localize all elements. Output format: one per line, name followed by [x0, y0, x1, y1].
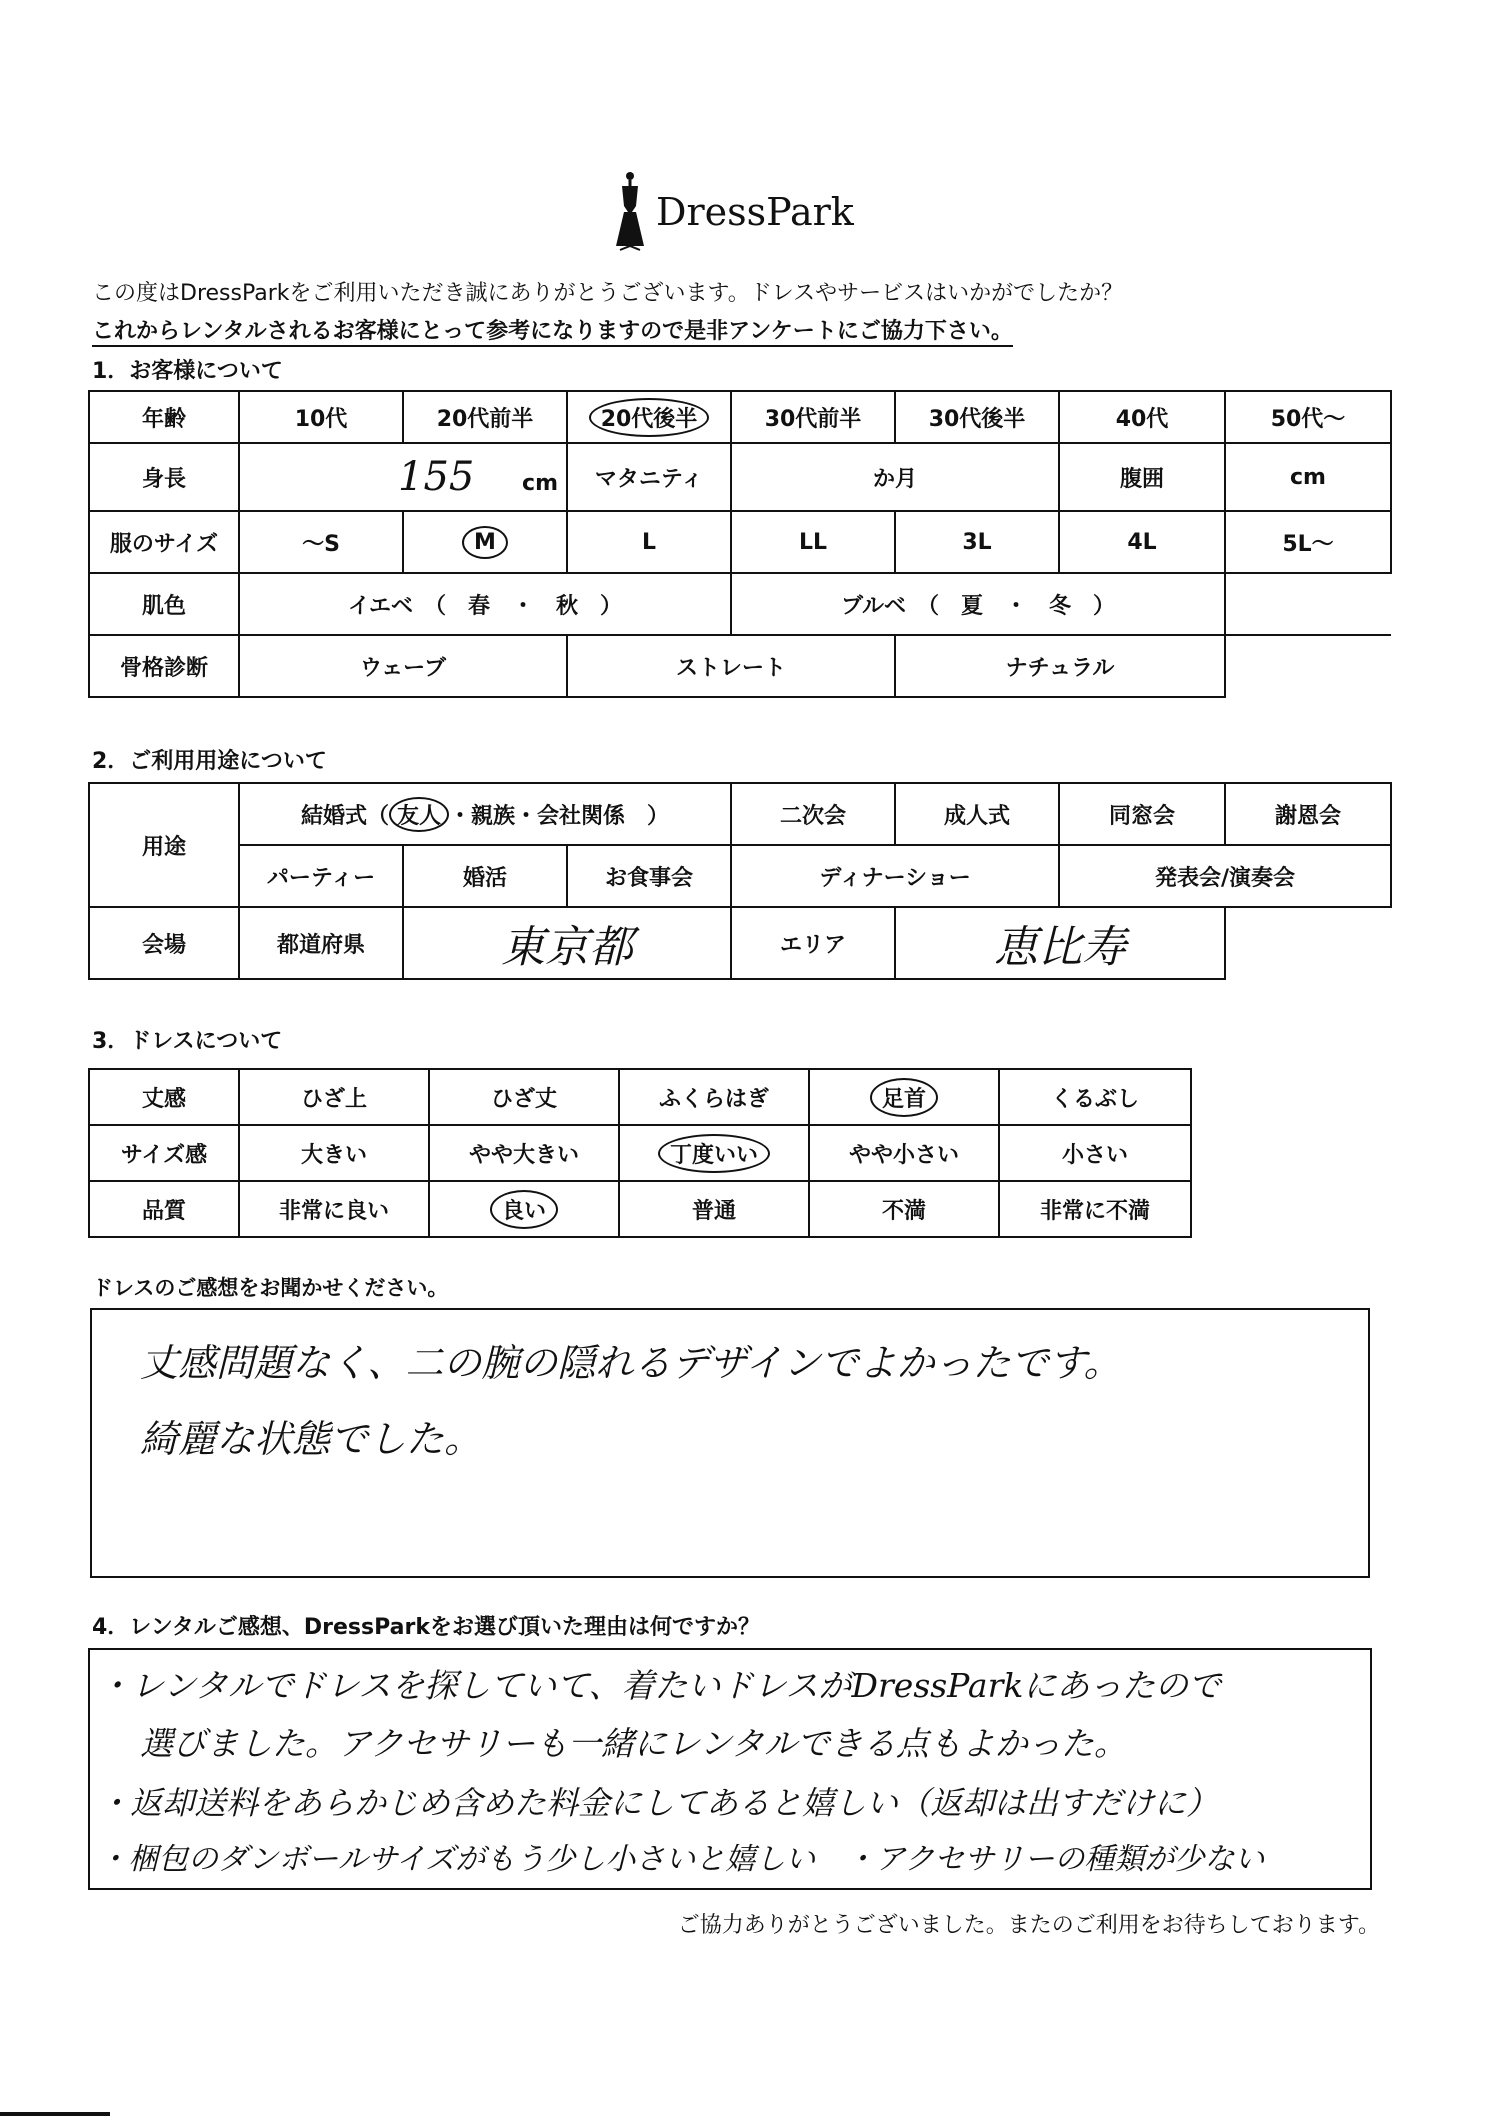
waist-field[interactable]	[1225, 443, 1391, 511]
dress-comment-prompt: ドレスのご感想をお聞かせください。	[92, 1276, 449, 1300]
age-option[interactable]: 30代後半	[895, 391, 1059, 443]
length-option-selected[interactable]	[809, 1069, 999, 1125]
wedding-prefix: 結婚式（	[300, 803, 389, 829]
age-row	[89, 391, 1391, 443]
age-label: 年齢	[89, 391, 239, 443]
waist-label: 腹囲	[1059, 443, 1225, 511]
size-option[interactable]: 5L～	[1225, 511, 1391, 573]
prefecture-field[interactable]	[403, 907, 731, 979]
purpose-option[interactable]: 婚活	[403, 845, 567, 907]
frame-option[interactable]: ナチュラル	[895, 635, 1225, 697]
reason-line: ・返却送料をあらかじめ含めた料金にしてあると嬉しい（返却は出すだけに）	[98, 1784, 1219, 1822]
frame-label: 骨格診断	[89, 635, 239, 697]
quality-option[interactable]: 非常に良い	[239, 1181, 429, 1237]
fit-selected-mark: 丁度いい	[658, 1134, 770, 1173]
empty-cell	[1225, 573, 1391, 635]
fit-option-selected[interactable]	[619, 1125, 809, 1181]
wedding-friend-selected: 友人	[389, 797, 449, 832]
length-option[interactable]: ひざ丈	[429, 1069, 619, 1125]
length-option[interactable]: くるぶし	[999, 1069, 1191, 1125]
size-option[interactable]: ～S	[239, 511, 403, 573]
age-option-selected[interactable]	[567, 391, 731, 443]
age-selected-mark: 20代後半	[589, 398, 710, 437]
reason-line: ・梱包のダンボールサイズがもう少し小さいと嬉しい ・アクセサリーの種類が少ない	[98, 1842, 1265, 1877]
frame-row	[89, 635, 1391, 697]
purpose-option[interactable]: 発表会/演奏会	[1059, 845, 1391, 907]
empty-cell	[1225, 907, 1391, 979]
purpose-table	[88, 782, 1392, 980]
size-selected-mark: M	[462, 526, 508, 559]
venue-label: 会場	[89, 907, 239, 979]
quality-label: 品質	[89, 1181, 239, 1237]
reason-line: ・レンタルでドレスを探していて、着たいドレスがDressParkにあったので	[98, 1666, 1222, 1705]
dress-icon	[610, 168, 650, 260]
area-value: 恵比寿	[994, 922, 1127, 973]
fit-option[interactable]: やや小さい	[809, 1125, 999, 1181]
purpose-option[interactable]: 二次会	[731, 783, 895, 845]
customer-table	[88, 390, 1392, 698]
dress-table	[88, 1068, 1192, 1238]
length-option[interactable]: ふくらはぎ	[619, 1069, 809, 1125]
waist-unit: cm	[1290, 464, 1326, 490]
age-option[interactable]: 40代	[1059, 391, 1225, 443]
quality-selected-mark: 良い	[490, 1190, 558, 1229]
age-option[interactable]: 50代～	[1225, 391, 1391, 443]
quality-option-selected[interactable]	[429, 1181, 619, 1237]
scan-edge-mark	[0, 2112, 110, 2116]
purpose-option[interactable]: パーティー	[239, 845, 403, 907]
purpose-option[interactable]: 同窓会	[1059, 783, 1225, 845]
prefecture-value: 東京都	[501, 922, 633, 973]
skin-row	[89, 573, 1391, 635]
fit-label: サイズ感	[89, 1125, 239, 1181]
section1-title: 1．お客様について	[92, 359, 283, 384]
reason-line: 選びました。アクセサリーも一緒にレンタルできる点もよかった。	[140, 1724, 1127, 1763]
purpose-option[interactable]: お食事会	[567, 845, 731, 907]
skin-label: 肌色	[89, 573, 239, 635]
age-option[interactable]: 20代前半	[403, 391, 567, 443]
intro-line-1: この度はDressParkをご利用いただき誠にありがとうございます。ドレスやサービスはいかがでしたか？	[92, 281, 1124, 306]
size-option-selected[interactable]	[403, 511, 567, 573]
fit-row	[89, 1125, 1191, 1181]
maternity-label: マタニティ	[567, 443, 731, 511]
length-row	[89, 1069, 1191, 1125]
purpose-option[interactable]: 謝恩会	[1225, 783, 1391, 845]
wedding-rest: ・親族・会社関係 ）	[449, 803, 670, 829]
skin-blue-option[interactable]: ブルベ （ 夏 ・ 冬 ）	[731, 573, 1225, 635]
height-unit: cm	[522, 471, 558, 496]
maternity-field[interactable]	[731, 443, 1059, 511]
area-label: エリア	[731, 907, 895, 979]
age-option[interactable]: 10代	[239, 391, 403, 443]
size-label: 服のサイズ	[89, 511, 239, 573]
fit-option[interactable]: 小さい	[999, 1125, 1191, 1181]
height-row	[89, 443, 1391, 511]
frame-option[interactable]: ストレート	[567, 635, 895, 697]
dress-comment-line: 丈感問題なく、二の腕の隠れるデザインでよかったです。	[140, 1341, 1122, 1385]
section4-title: 4．レンタルご感想、DressParkをお選び頂いた理由は何ですか？	[92, 1615, 760, 1640]
age-option[interactable]: 30代前半	[731, 391, 895, 443]
brand-logo	[610, 168, 910, 260]
fit-option[interactable]: やや大きい	[429, 1125, 619, 1181]
quality-option[interactable]: 普通	[619, 1181, 809, 1237]
size-option[interactable]: 3L	[895, 511, 1059, 573]
empty-cell	[1225, 635, 1391, 697]
quality-option[interactable]: 非常に不満	[999, 1181, 1191, 1237]
length-option[interactable]: ひざ上	[239, 1069, 429, 1125]
size-option[interactable]: 4L	[1059, 511, 1225, 573]
section2-title: 2．ご利用用途について	[92, 749, 327, 774]
size-option[interactable]: L	[567, 511, 731, 573]
frame-option[interactable]: ウェーブ	[239, 635, 567, 697]
size-option[interactable]: LL	[731, 511, 895, 573]
height-field[interactable]	[239, 443, 567, 511]
height-value: 155	[398, 454, 475, 500]
height-label: 身長	[89, 443, 239, 511]
brand-name: DressPark	[656, 190, 854, 234]
skin-yellow-option[interactable]: イエベ （ 春 ・ 秋 ）	[239, 573, 731, 635]
fit-option[interactable]: 大きい	[239, 1125, 429, 1181]
purpose-option[interactable]: 成人式	[895, 783, 1059, 845]
size-row	[89, 511, 1391, 573]
section3-title: 3．ドレスについて	[92, 1029, 283, 1054]
area-field[interactable]	[895, 907, 1225, 979]
wedding-option[interactable]	[239, 783, 731, 845]
quality-row	[89, 1181, 1191, 1237]
dress-comment-line: 綺麗な状態でした。	[140, 1417, 483, 1461]
footer-thanks: ご協力ありがとうございました。またのご利用をお待ちしております。	[677, 1913, 1380, 1938]
length-label: 丈感	[89, 1069, 239, 1125]
intro-line-2: これからレンタルされるお客様にとって参考になりますので是非アンケートにご協力下さい。	[92, 314, 1013, 347]
purpose-option[interactable]: ディナーショー	[731, 845, 1059, 907]
length-selected-mark: 足首	[870, 1078, 938, 1117]
quality-option[interactable]: 不満	[809, 1181, 999, 1237]
purpose-label: 用途	[89, 783, 239, 907]
prefecture-label: 都道府県	[239, 907, 403, 979]
maternity-unit: か月	[872, 466, 917, 492]
